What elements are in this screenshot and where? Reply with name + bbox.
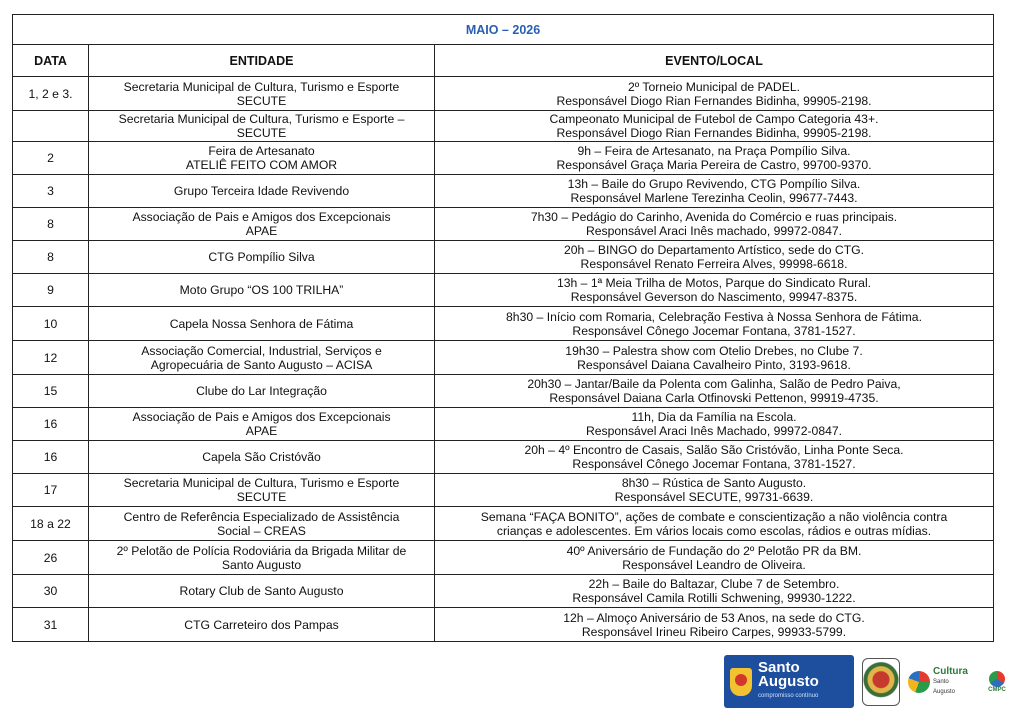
entity-line: CTG Carreteiro dos Pampas (184, 617, 339, 632)
table-row (13, 175, 994, 208)
event-date: 9 (13, 274, 89, 307)
event-entity (89, 142, 435, 175)
event-line: 13h – 1ª Meia Trilha de Motos, Parque do Sindicato Rural. (556, 276, 872, 290)
entity-line: Clube do Lar Integração (196, 384, 327, 398)
event-line: 8h30 – Rústica de Santo Augusto. (621, 476, 807, 490)
entity-line: Secretaria Municipal de Cultura, Turismo e Esporte – (118, 112, 405, 126)
event-entity (89, 175, 435, 208)
event-line: Responsável Graça Maria Pereira de Castro, 99700-9370. (556, 158, 872, 172)
event-line: Responsável Araci Inês machado, 99972-0847. (585, 224, 843, 238)
event-entity (89, 341, 435, 375)
header-date: DATA (13, 45, 89, 77)
entity-line: SECUTE (236, 490, 287, 504)
entity-line: Social – CREAS (217, 523, 306, 538)
santo-augusto-logo (724, 655, 854, 708)
event-line: 13h – Baile do Grupo Revivendo, CTG Pompílio Silva. (567, 177, 861, 191)
event-date: 26 (13, 541, 89, 575)
entity-line: Secretaria Municipal de Cultura, Turismo e Esporte (123, 79, 400, 94)
entity-line: APAE (245, 224, 278, 238)
event-date: 10 (13, 307, 89, 341)
event-location (435, 474, 994, 507)
entity-line: CTG Pompílio Silva (208, 250, 315, 264)
event-line: Responsável Leandro de Oliveira. (622, 557, 806, 572)
entity-line: ATELIÊ FEITO COM AMOR (185, 158, 338, 172)
event-location (435, 541, 994, 575)
table-row (13, 111, 994, 142)
entity-line: Rotary Club de Santo Augusto (179, 584, 344, 598)
event-date (13, 111, 89, 142)
event-line: 8h30 – Início com Romaria, Celebração Festiva à Nossa Senhora de Fátima. (506, 309, 922, 324)
event-line: Responsável Cônego Jocemar Fontana, 3781-1527. (572, 457, 856, 471)
header-event: EVENTO/LOCAL (435, 45, 994, 77)
event-entity (89, 274, 435, 307)
event-date: 8 (13, 241, 89, 274)
table-row (13, 441, 994, 474)
table-row (13, 241, 994, 274)
event-line: Semana “FAÇA BONITO”, ações de combate e conscientização a não violência contra (480, 509, 948, 524)
santo-augusto-wordmark: Santo Augusto compromisso contínuo (758, 658, 819, 699)
table-row (13, 341, 994, 375)
event-date: 12 (13, 341, 89, 375)
events-body (13, 77, 994, 642)
cmpc-logo: CMPC (980, 662, 1014, 702)
entity-line: Moto Grupo “OS 100 TRILHA” (179, 283, 344, 297)
cultura-logo: Cultura Santo Augusto (908, 667, 972, 697)
event-date: 3 (13, 175, 89, 208)
event-line: 12h – Almoço Aniversário de 53 Anos, na sede do CTG. (563, 610, 865, 625)
event-entity (89, 111, 435, 142)
event-entity (89, 375, 435, 408)
event-date: 17 (13, 474, 89, 507)
event-line: Responsável Camila Rotilli Schwening, 99930-1222. (572, 591, 856, 605)
calendar-sheet (12, 14, 994, 642)
event-line: Responsável Renato Ferreira Alves, 99998-6618. (580, 257, 848, 271)
event-location (435, 307, 994, 341)
entity-line: Centro de Referência Especializado de Assistência (123, 509, 400, 524)
table-row (13, 375, 994, 408)
event-line: Responsável Araci Inês Machado, 99972-0847. (585, 424, 843, 438)
month-title: MAIO – 2026 (13, 15, 994, 45)
table-row (13, 541, 994, 575)
event-line: 7h30 – Pedágio do Carinho, Avenida do Comércio e ruas principais. (530, 210, 898, 224)
event-entity (89, 474, 435, 507)
event-line: 20h – BINGO do Departamento Artístico, sede do CTG. (563, 243, 865, 257)
event-line: 20h30 – Jantar/Baile da Polenta com Galinha, Salão de Pedro Paiva, (527, 377, 901, 391)
table-row (13, 274, 994, 307)
entity-line: APAE (245, 424, 278, 438)
event-date: 8 (13, 208, 89, 241)
event-location (435, 142, 994, 175)
event-location (435, 77, 994, 111)
event-location (435, 507, 994, 541)
entity-line: Grupo Terceira Idade Revivendo (173, 184, 350, 198)
entity-line: 2º Pelotão de Polícia Rodoviária da Brigada Militar de (116, 543, 407, 558)
cultura-swirl-icon (908, 671, 930, 693)
event-date: 15 (13, 375, 89, 408)
event-entity (89, 408, 435, 441)
municipal-seal-icon (862, 658, 900, 706)
table-row (13, 208, 994, 241)
event-line: Responsável Daiana Cavalheiro Pinto, 3193-9618. (577, 357, 851, 372)
event-location (435, 241, 994, 274)
entity-line: Santo Augusto (221, 557, 302, 572)
event-line: 19h30 – Palestra show com Otelio Drebes, no Clube 7. (565, 343, 863, 358)
table-row (13, 608, 994, 642)
event-location (435, 575, 994, 608)
entity-line: Associação de Pais e Amigos dos Excepcionais (132, 410, 391, 424)
entity-line: Associação de Pais e Amigos dos Excepcionais (132, 210, 391, 224)
event-location (435, 175, 994, 208)
event-location (435, 274, 994, 307)
event-line: 22h – Baile do Baltazar, Clube 7 de Setembro. (588, 577, 840, 591)
table-row (13, 142, 994, 175)
table-row (13, 507, 994, 541)
header-row (13, 45, 994, 77)
event-entity (89, 77, 435, 111)
crest-icon (730, 668, 752, 696)
event-date: 30 (13, 575, 89, 608)
event-entity (89, 541, 435, 575)
entity-line: SECUTE (236, 126, 287, 140)
event-entity (89, 307, 435, 341)
event-line: Responsável Cônego Jocemar Fontana, 3781-1527. (572, 323, 856, 338)
events-table (12, 14, 994, 642)
event-date: 1, 2 e 3. (13, 77, 89, 111)
event-line: Responsável Diogo Rian Fernandes Bidinha, 99905-2198. (556, 126, 872, 140)
event-location (435, 375, 994, 408)
event-line: 11h, Dia da Família na Escola. (631, 410, 797, 424)
event-date: 2 (13, 142, 89, 175)
event-entity (89, 208, 435, 241)
entity-line: Agropecuária de Santo Augusto – ACISA (150, 357, 373, 372)
entity-line: Capela Nossa Senhora de Fátima (169, 316, 354, 331)
table-row (13, 474, 994, 507)
event-line: 20h – 4º Encontro de Casais, Salão São Cristóvão, Linha Ponte Seca. (524, 443, 904, 457)
event-line: 9h – Feira de Artesanato, na Praça Pompílio Silva. (577, 144, 851, 158)
event-line: Responsável Marlene Terezinha Ceolin, 99677-7443. (570, 191, 858, 205)
event-date: 31 (13, 608, 89, 642)
entity-line: SECUTE (236, 93, 287, 108)
table-row (13, 575, 994, 608)
event-date: 16 (13, 441, 89, 474)
entity-line: Secretaria Municipal de Cultura, Turismo e Esporte (123, 476, 400, 490)
event-line: Campeonato Municipal de Futebol de Campo Categoria 43+. (549, 112, 879, 126)
event-entity (89, 241, 435, 274)
event-location (435, 608, 994, 642)
event-date: 18 a 22 (13, 507, 89, 541)
event-location (435, 408, 994, 441)
table-row (13, 307, 994, 341)
event-entity (89, 507, 435, 541)
event-line: Responsável Diogo Rian Fernandes Bidinha, 99905-2198. (556, 93, 872, 108)
event-entity (89, 608, 435, 642)
table-row (13, 408, 994, 441)
event-entity (89, 441, 435, 474)
month-title-row (13, 15, 994, 45)
event-location (435, 111, 994, 142)
event-date: 16 (13, 408, 89, 441)
header-entity: ENTIDADE (89, 45, 435, 77)
event-line: 40º Aniversário de Fundação do 2º Pelotão PR da BM. (566, 543, 862, 558)
entity-line: Capela São Cristóvão (202, 450, 321, 464)
event-location (435, 441, 994, 474)
event-line: Responsável Irineu Ribeiro Carpes, 99933-5799. (581, 624, 847, 639)
event-line: 2º Torneio Municipal de PADEL. (627, 79, 800, 94)
event-location (435, 208, 994, 241)
event-line: Responsável SECUTE, 99731-6639. (614, 490, 814, 504)
footer-logos (724, 654, 1016, 709)
entity-line: Feira de Artesanato (208, 144, 315, 158)
entity-line: Associação Comercial, Industrial, Serviços e (141, 343, 382, 358)
event-line: Responsável Daiana Carla Otfinovski Pettenon, 99919-4735. (549, 391, 879, 405)
event-entity (89, 575, 435, 608)
event-line: crianças e adolescentes. Em vários locais como escolas, rádios e outras mídias. (496, 523, 932, 538)
table-row (13, 77, 994, 111)
event-line: Responsável Geverson do Nascimento, 99947-8375. (570, 290, 858, 304)
event-location (435, 341, 994, 375)
cmpc-dots-icon (989, 671, 1005, 687)
